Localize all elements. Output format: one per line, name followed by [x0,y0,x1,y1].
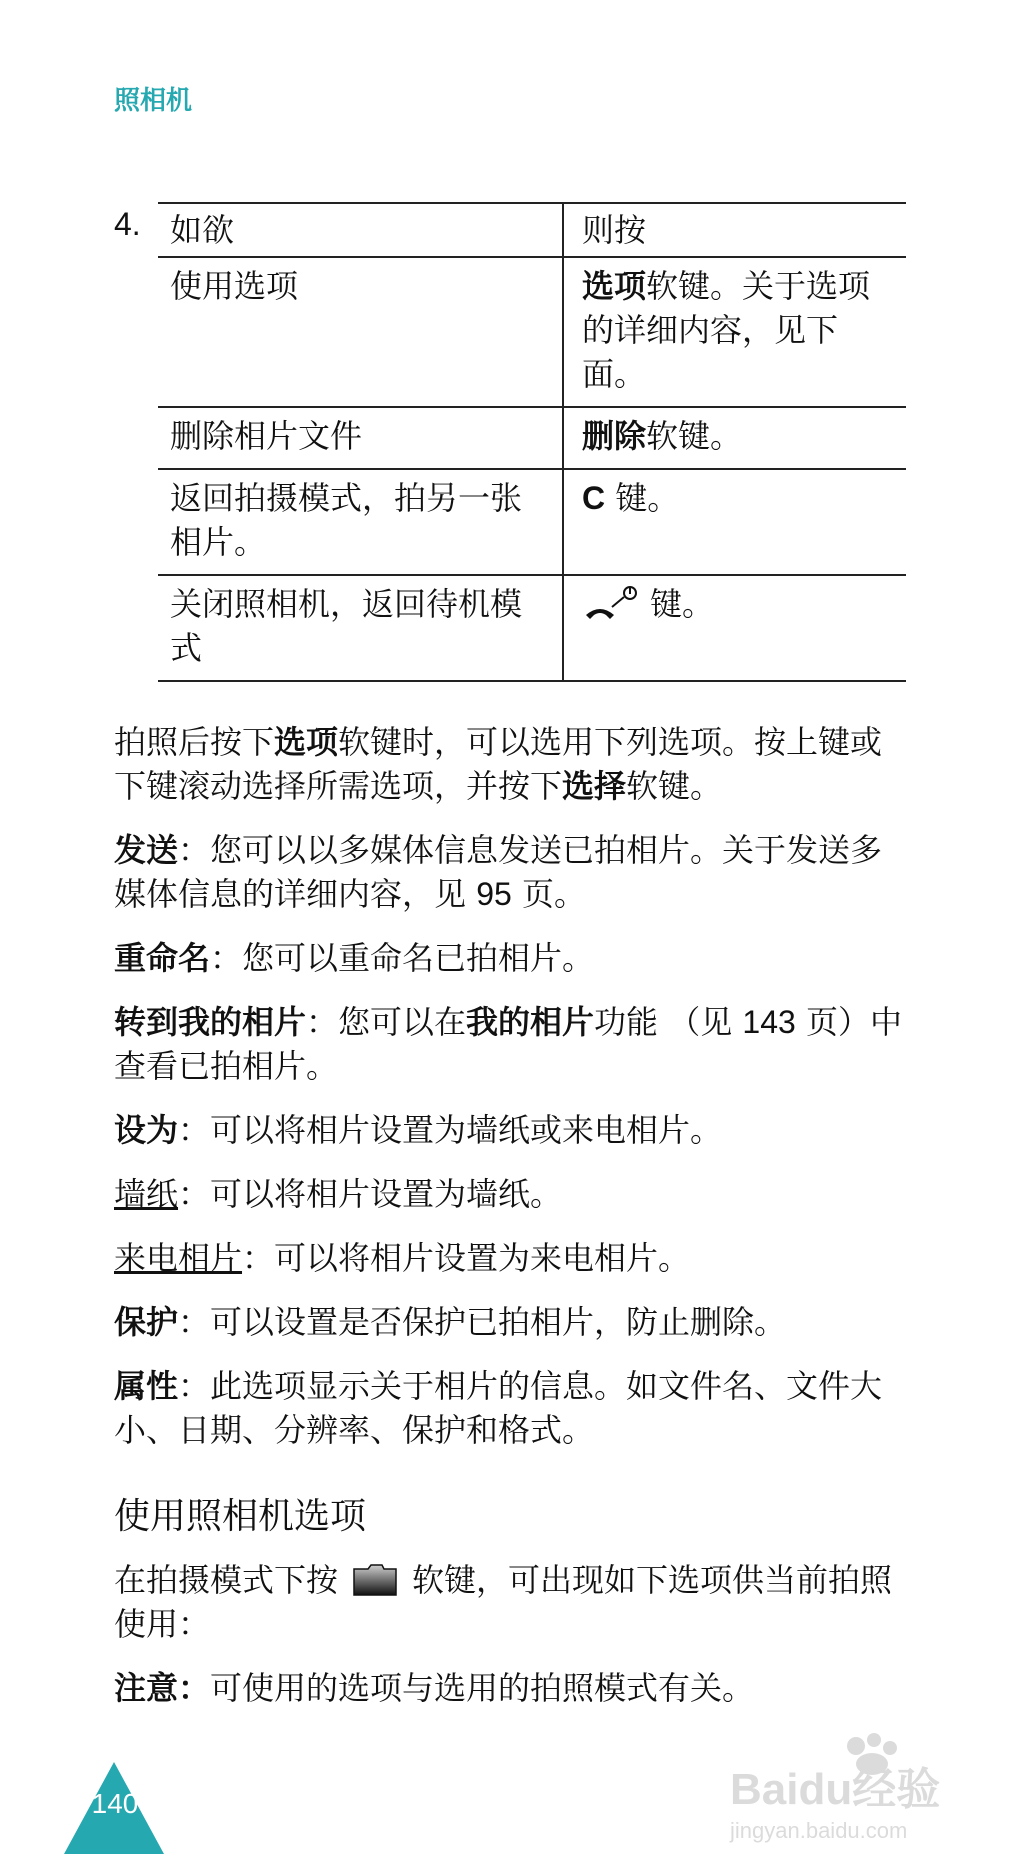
suboption-wallpaper [114,1172,914,1216]
option-text: 功能 （见 [594,1003,743,1041]
table-row [158,407,906,469]
baidu-jingyan-watermark [726,1728,976,1848]
row-key-text: 键。 [605,479,680,517]
row-key [563,257,906,407]
option-text: 页）中查看已拍相片。 [114,1003,902,1085]
option-label: 属性 [114,1367,179,1405]
row-action: 删除相片文件 [158,407,563,469]
softkey-name: 选项 [582,267,647,305]
intro-paragraph [114,720,914,808]
option-send [114,828,914,916]
page-number: 140 [91,1788,139,1819]
paragraph-text: 软键，可出现如下选项供当前拍照使用： [114,1561,893,1643]
end-call-power-icon [582,585,638,625]
option-text: ：可以将相片设置为墙纸。 [178,1175,563,1213]
option-text: ：可以设置是否保护已拍相片，防止删除。 [178,1303,787,1341]
option-rename [114,936,914,980]
instruction-table [158,202,906,682]
row-key-text: 软键。关于选项的详细内容，见下面。 [582,267,871,393]
option-label: 重命名 [114,939,211,977]
table-header-row [158,203,906,257]
row-key-text: 键。 [650,585,715,623]
options-description [114,720,914,1730]
option-label: 发送 [114,831,179,869]
note [114,1666,914,1710]
column-header-action: 如欲 [158,203,563,257]
intro-text: 软键。 [626,767,723,805]
suboption-label: 来电相片 [114,1239,243,1277]
table-row [158,469,906,575]
menu-name: 我的相片 [466,1003,595,1041]
row-key-text: 软键。 [646,417,743,455]
row-key [563,469,906,575]
option-label: 设为 [114,1111,179,1149]
note-text: 可使用的选项与选用的拍照模式有关。 [210,1669,755,1707]
watermark-url: jingyan.baidu.com [730,1818,908,1843]
page-reference: 143 [742,1004,796,1040]
option-set-as [114,1108,914,1152]
option-properties [114,1364,914,1452]
page-reference: 95 [476,876,512,912]
step-number: 4. [114,206,141,242]
table-row [158,257,906,407]
row-key [563,575,906,681]
row-action: 使用选项 [158,257,563,407]
option-text: 页。 [511,875,586,913]
row-key [563,407,906,469]
table-row [158,575,906,681]
row-action: 关闭照相机，返回待机模式 [158,575,563,681]
option-goto-photos [114,1000,914,1088]
paragraph-text: 在拍摄模式下按 [114,1561,339,1599]
suboption-caller-id [114,1236,914,1280]
section-title: 使用照相机选项 [114,1496,367,1537]
option-label: 转到我的相片 [114,1003,307,1041]
option-text: ：此选项显示关于相片的信息。如文件名、文件大小、日期、分辨率、保护和格式。 [114,1367,883,1449]
c-key-label: C [582,480,606,516]
option-protect [114,1300,914,1344]
softkey-name: 选择 [562,767,627,805]
option-text: ：您可以重命名已拍相片。 [210,939,595,977]
option-text: ：您可以以多媒体信息发送已拍相片。关于发送多媒体信息的详细内容，见 [114,831,883,913]
option-text: ：您可以在 [306,1003,467,1041]
option-text: ：可以将相片设置为墙纸或来电相片。 [178,1111,723,1149]
watermark-brand: Baidu经验 [730,1765,941,1814]
camera-options-paragraph [114,1558,914,1646]
intro-text: 拍照后按下 [114,723,275,761]
softkey-name: 选项 [274,723,339,761]
suboption-label: 墙纸 [114,1175,179,1213]
column-header-key: 则按 [563,203,906,257]
section-header: 照相机 [114,86,193,116]
option-label: 保护 [114,1303,179,1341]
folder-icon [352,1563,398,1597]
option-text: ：可以将相片设置为来电相片。 [242,1239,691,1277]
softkey-name: 删除 [582,417,647,455]
row-action: 返回拍摄模式，拍另一张相片。 [158,469,563,575]
note-label: 注意： [114,1669,211,1707]
intro-text: 软键时，可以选用下列选项。按上键或下键滚动选择所需选项，并按下 [114,723,883,805]
